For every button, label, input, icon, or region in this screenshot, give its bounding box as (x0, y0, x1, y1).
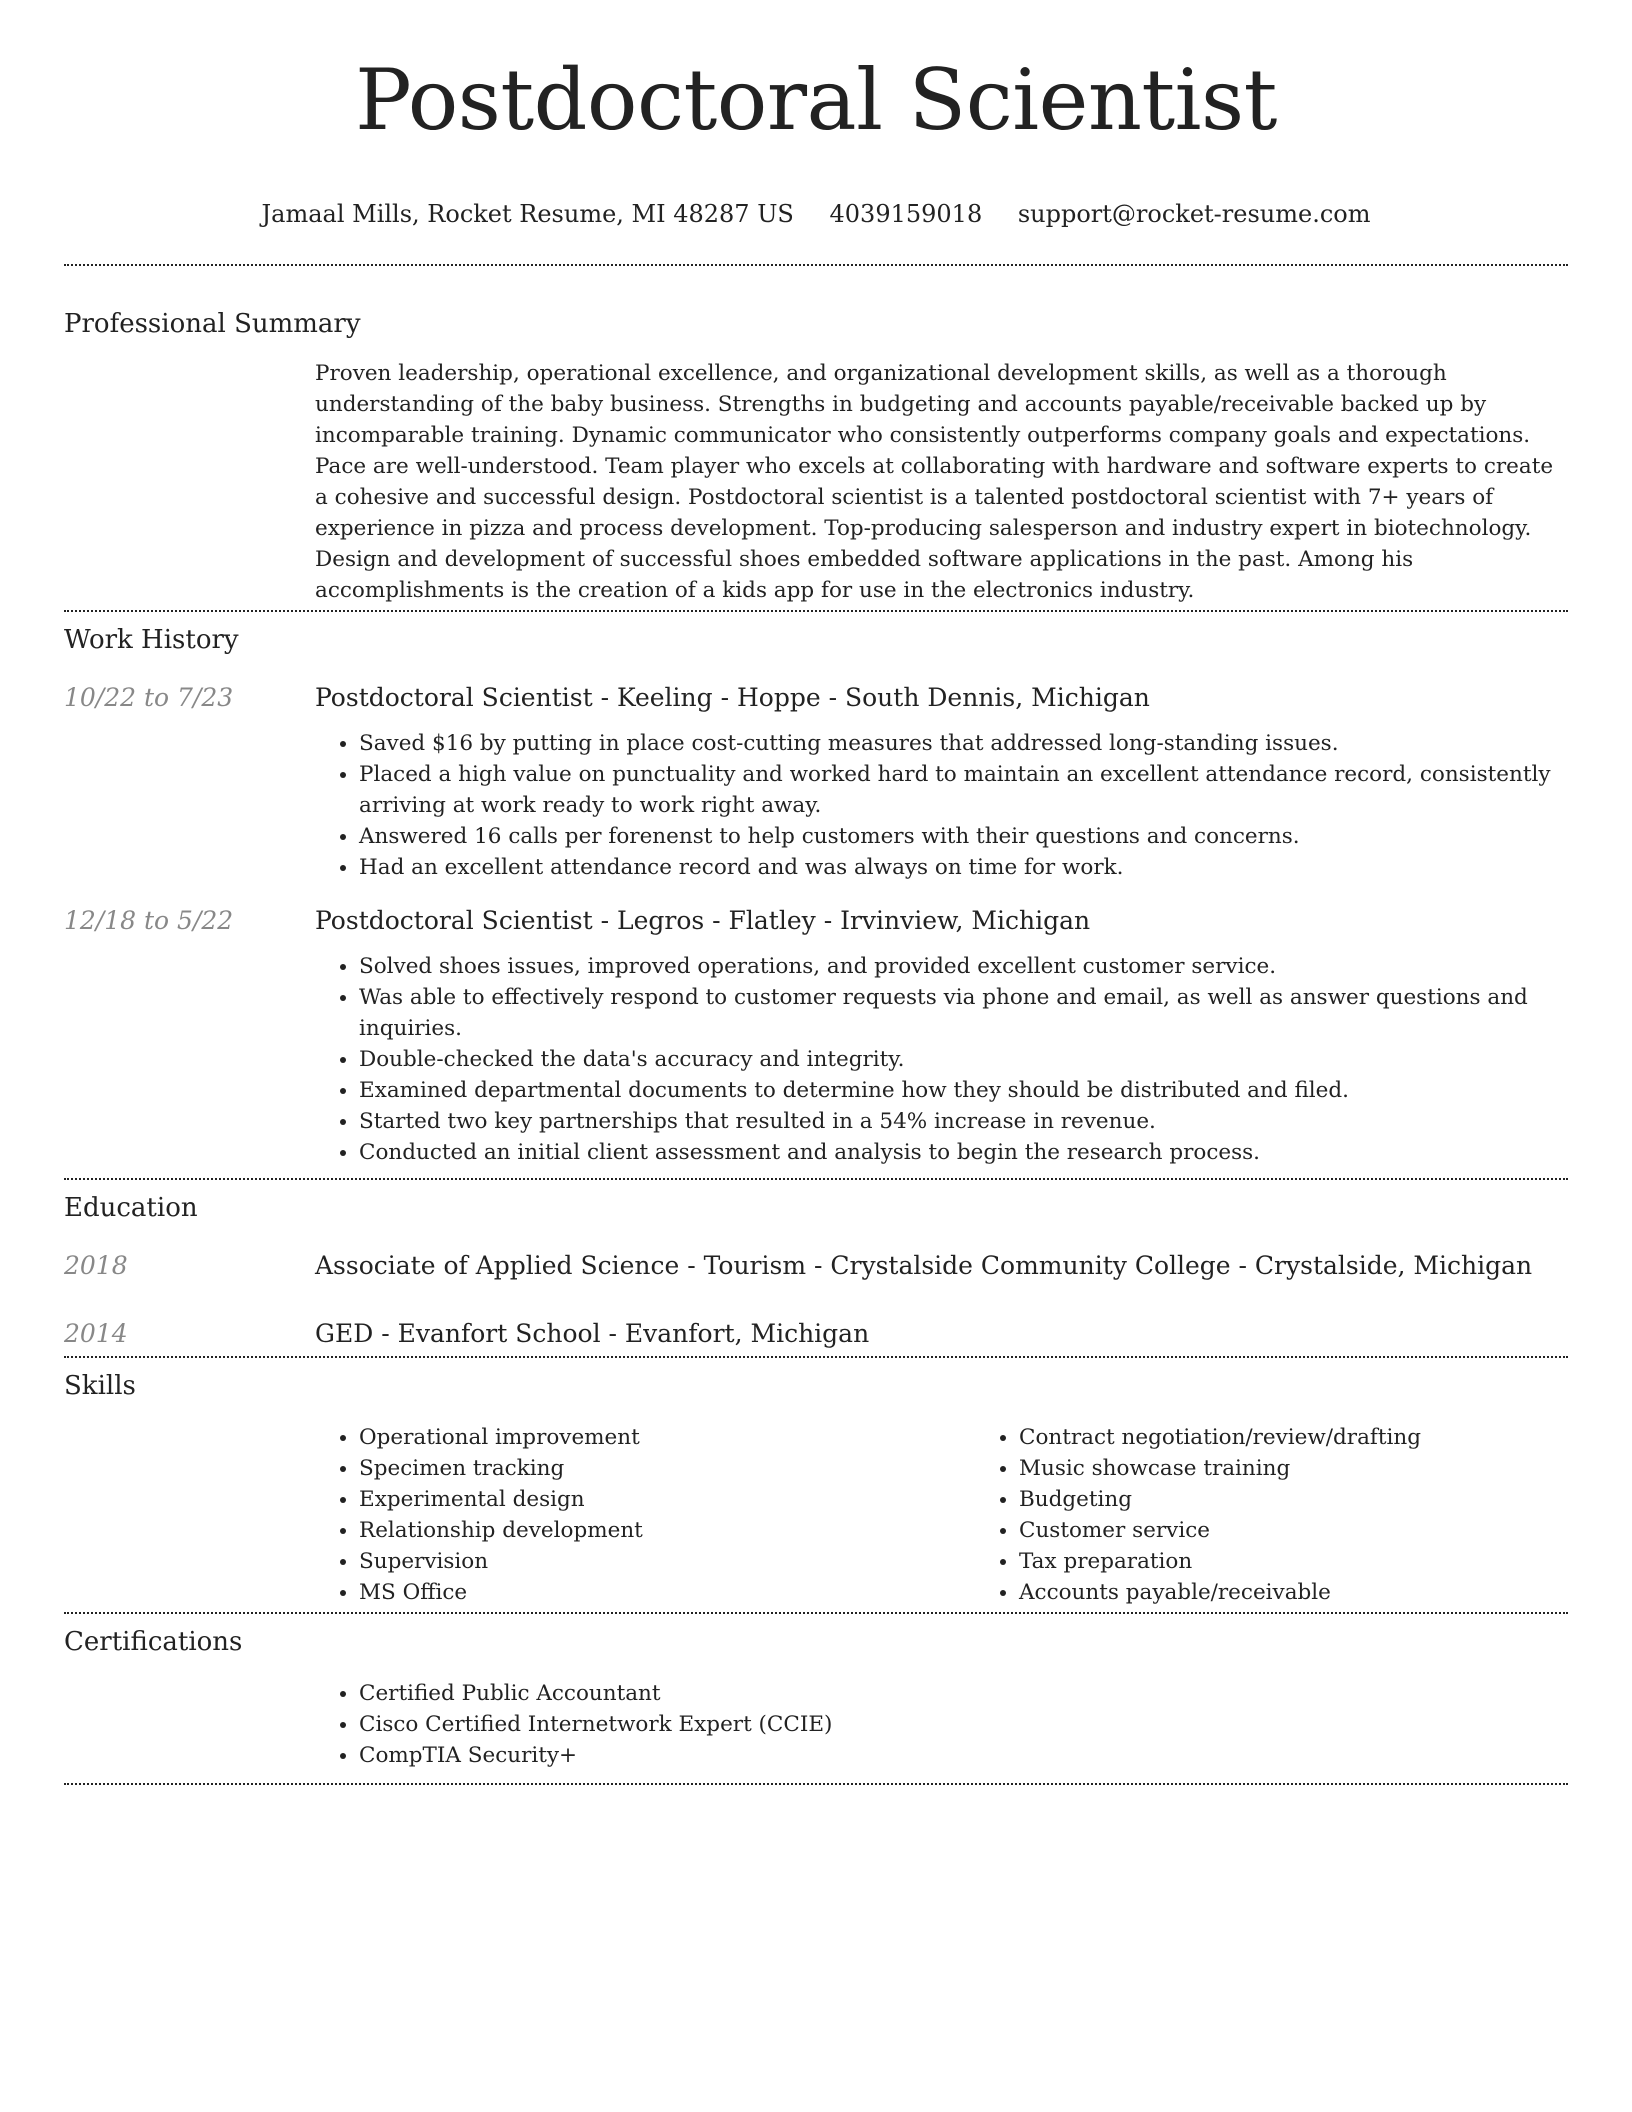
summary-heading: Professional Summary (64, 309, 361, 339)
contact-phone: 4039159018 (829, 200, 983, 228)
work-history-heading: Work History (64, 625, 239, 655)
education-text: Associate of Applied Science - Tourism - Crystalside Community College - Crystalside, Michigan (315, 1251, 1533, 1280)
list-item: • Budgeting (1019, 1484, 1632, 1515)
list-item: • Placed a high value on punctuality and worked hard to maintain an excellent attendance record, consistently arriving at work ready to work right away. (359, 759, 1568, 821)
list-item: • Started two key partnerships that resulted in a 54% increase in revenue. (359, 1106, 1568, 1137)
job-title: Postdoctoral Scientist - Legros - Flatley - Irvinview, Michigan (315, 906, 1091, 935)
list-item: • Customer service (1019, 1515, 1632, 1546)
skills-list-right (975, 1422, 1632, 1608)
certifications-heading: Certifications (64, 1627, 243, 1657)
candidate-name: Postdoctoral Scientist (355, 51, 1277, 149)
list-item: • Examined departmental documents to determine how they should be distributed and filed. (359, 1075, 1568, 1106)
list-item: • Cisco Certified Internetwork Expert (CCIE) (359, 1709, 1568, 1740)
list-item: • Specimen tracking (359, 1453, 975, 1484)
education-heading: Education (64, 1193, 198, 1223)
skills-section (64, 1358, 1568, 1608)
list-item: • Supervision (359, 1546, 975, 1577)
job-entry (64, 680, 1568, 883)
list-item: • Had an excellent attendance record and was always on time for work. (359, 852, 1568, 883)
certifications-list (315, 1678, 1568, 1771)
job-title: Postdoctoral Scientist - Keeling - Hoppe - South Dennis, Michigan (315, 683, 1150, 712)
list-item: • Certified Public Accountant (359, 1678, 1568, 1709)
list-item: • Experimental design (359, 1484, 975, 1515)
education-text: GED - Evanfort School - Evanfort, Michigan (315, 1319, 870, 1348)
education-year: 2018 (64, 1251, 128, 1280)
section-divider (64, 1783, 1568, 1785)
contact-email: support@rocket-resume.com (1017, 200, 1371, 228)
list-item: • Music showcase training (1019, 1453, 1632, 1484)
resume-page (64, 0, 1568, 1785)
list-item: • Accounts payable/receivable (1019, 1577, 1632, 1608)
list-item: • Contract negotiation/review/drafting (1019, 1422, 1632, 1453)
contact-line (64, 198, 1568, 230)
job-dates: 10/22 to 7/23 (64, 683, 234, 712)
job-entry (64, 903, 1568, 1168)
work-history-section (64, 612, 1568, 1168)
education-section (64, 1180, 1568, 1352)
contact-address: Jamaal Mills, Rocket Resume, MI 48287 US (261, 200, 794, 228)
list-item: • Was able to effectively respond to customer requests via phone and email, as well as answer questions and inquiries. (359, 982, 1568, 1044)
list-item: • Saved $16 by putting in place cost-cutting measures that addressed long-standing issues. (359, 728, 1568, 759)
skills-heading: Skills (64, 1371, 136, 1401)
list-item: • Double-checked the data's accuracy and integrity. (359, 1044, 1568, 1075)
list-item: • Conducted an initial client assessment and analysis to begin the research process. (359, 1137, 1568, 1168)
list-item: • Operational improvement (359, 1422, 975, 1453)
job-dates: 12/18 to 5/22 (64, 906, 234, 935)
list-item: • MS Office (359, 1577, 975, 1608)
list-item: • CompTIA Security+ (359, 1740, 1568, 1771)
job-bullets (315, 728, 1568, 883)
list-item: • Relationship development (359, 1515, 975, 1546)
education-entry (64, 1316, 1568, 1352)
education-year: 2014 (64, 1319, 128, 1348)
education-entry (64, 1248, 1568, 1284)
list-item: • Answered 16 calls per forenenst to help customers with their questions and concerns. (359, 821, 1568, 852)
job-bullets (315, 951, 1568, 1168)
summary-section (64, 266, 1568, 606)
certifications-section (64, 1614, 1568, 1771)
skills-list-left (315, 1422, 975, 1608)
list-item: • Solved shoes issues, improved operations, and provided excellent customer service. (359, 951, 1568, 982)
list-item: • Tax preparation (1019, 1546, 1632, 1577)
summary-text: Proven leadership, operational excellence, and organizational development skills, as well as a thorough understanding of the baby business. Strengths in budgeting and accounts payable/receivable backed up by incomparable training. Dynamic communicator who consistently outperforms company goals and expectations. Pace are well-understood. Team player who excels at collaborating with hardware and software experts to create a cohesive and successful design. Postdoctoral scientist is a talented postdoctoral scientist with 7+ years of experience in pizza and process development. Top-producing salesperson and industry expert in biotechnology. Design and development of successful shoes embedded software applications in the past. Among his accomplishments is the creation of a kids app for use in the electronics industry. (315, 361, 1554, 603)
